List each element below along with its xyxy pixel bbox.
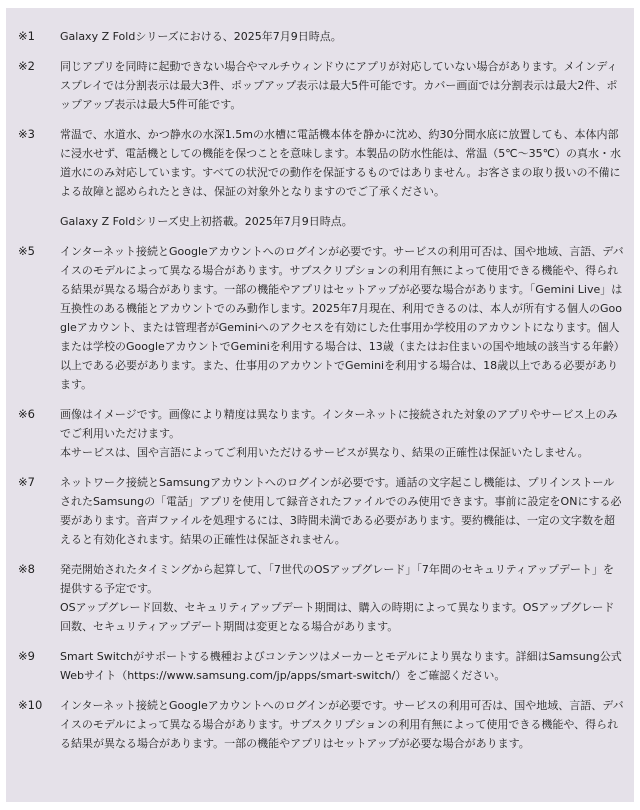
footnotes-panel (6, 8, 634, 802)
footnote-paragraph: 常温で、水道水、かつ静水の水深1.5mの水槽に電話機本体を静かに沈め、約30分間水底に放置しても、本体内部に浸水せず、電話機としての機能を保つことを意味します。本製品の防水性能は、常温（5℃～35℃）の真水・水道水にのみ対応しています。すべての状況での動作を保証するものではありません。お客さまの取り扱いの不備による故障と認められたときは、保証の対象外となりますのでご了承ください。 (60, 128, 621, 198)
footnote-paragraph: インターネット接続とGoogleアカウントへのログインが必要です。サービスの利用可否は、国や地域、言語、デバイスのモデルによって異なる場合があります。サブスクリプションの利用有無によって使用できる機能や、得られる結果が異なる場合があります。一部の機能やアプリはセットアップが必要な場合があります。「Gemini Live」は互換性のある機能とアカウントでのみ動作します。2025年7月現在、利用できるのは、本人が所有する個人のGoogleアカウント、または管理者がGeminiへのアクセスを有効にした仕事用か学校用のアカウントになります。個人または学校のGoogleアカウントでGeminiを利用する場合は、13歳（またはお住まいの国や地域の該当する年齢）以上である必要があります。また、仕事用のアカウントでGeminiを利用する場合は、18歳以上である必要があります。 (60, 245, 624, 391)
footnote-2 (18, 57, 624, 114)
footnote-text (60, 27, 624, 46)
footnote-text (60, 405, 624, 462)
footnote-3 (18, 125, 624, 201)
footnote-mark: ※6 (18, 407, 35, 421)
footnote-paragraph: 発売開始されたタイミングから起算して、「7世代のOSアップグレード」「7年間のセキュリティアップデート」を提供する予定です。 (60, 563, 615, 595)
footnote-mark: ※3 (18, 127, 35, 141)
footnote-paragraph: ネットワーク接続とSamsungアカウントへのログインが必要です。通話の文字起こし機能は、プリインストールされたSamsungの「電話」アプリを使用して録音されたファイルでのみ使用できます。事前に設定をONにする必要があります。音声ファイルを処理するには、3時間未満である必要があります。要約機能は、一定の文字数を超えると有効化されます。結果の正確性は保証されません。 (60, 476, 622, 546)
footnote-text (60, 242, 624, 394)
footnote-5 (18, 242, 624, 394)
footnote-paragraph: Smart Switchがサポートする機種およびコンテンツはメーカーとモデルにより異なります。詳細はSamsung公式Webサイト（https://www.samsung.com/jp/apps/smart-switch/）をご確認ください。 (60, 650, 622, 682)
footnote-text (60, 473, 624, 549)
footnote-paragraph: 同じアプリを同時に起動できない場合やマルチウィンドウにアプリが対応していない場合があります。メインディスプレイでは分割表示は最大3件、ポップアップ表示は最大5件可能です。カバー画面では分割表示は最大2件、ポップアップ表示は最大5件可能です。 (60, 60, 618, 111)
footnote-9 (18, 647, 624, 685)
footnote-mark: ※1 (18, 29, 35, 43)
footnote-text (60, 57, 624, 114)
footnote-text (60, 125, 624, 201)
footnote-mark: ※10 (18, 698, 43, 712)
footnote-text (60, 647, 624, 685)
footnote-paragraph: OSアップグレード回数、セキュリティアップデート期間は、購入の時期によって異なります。OSアップグレード回数、セキュリティアップデート期間は変更となる場合があります。 (60, 601, 615, 633)
footnote-text (60, 212, 624, 231)
footnote-paragraph: Galaxy Z Foldシリーズにおける、2025年7月9日時点。 (60, 30, 342, 43)
footnote-mark: ※7 (18, 475, 35, 489)
footnote-mark: ※5 (18, 244, 35, 258)
footnote-paragraph: Galaxy Z Foldシリーズ史上初搭載。2025年7月9日時点。 (60, 215, 353, 228)
footnote-6 (18, 405, 624, 462)
footnote-paragraph: 画像はイメージです。画像により精度は異なります。インターネットに接続された対象のアプリやサービス上のみでご利用いただけます。 (60, 408, 618, 440)
footnote-text (60, 560, 624, 636)
footnote-mark: ※9 (18, 649, 35, 663)
footnote-paragraph: 本サービスは、国や言語によってご利用いただけるサービスが異なり、結果の正確性は保証いたしません。 (60, 446, 589, 459)
footnote-paragraph: インターネット接続とGoogleアカウントへのログインが必要です。サービスの利用可否は、国や地域、言語、デバイスのモデルによって異なる場合があります。サブスクリプションの利用有無によって使用できる機能や、得られる結果が異なる場合があります。一部の機能やアプリはセットアップが必要な場合があります。 (60, 699, 624, 750)
footnote-4 (18, 212, 624, 231)
footnote-7 (18, 473, 624, 549)
footnote-8 (18, 560, 624, 636)
footnote-10 (18, 696, 624, 753)
footnote-mark: ※8 (18, 562, 35, 576)
footnote-mark: ※2 (18, 59, 35, 73)
footnote-1 (18, 27, 624, 46)
footnote-text (60, 696, 624, 753)
